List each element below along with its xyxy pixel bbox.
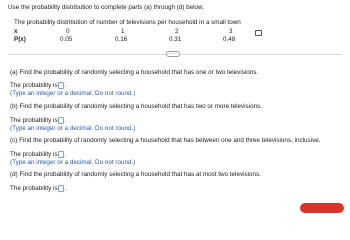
p-value-3: 0.48 [223,36,236,43]
part-c-question: (c) Find the probability of randomly selecting a household that has between one and three televisions, inclusive. [10,137,321,144]
part-b-hint: (Type an integer or a decimal. Do not round.) [10,125,136,132]
part-d-question: (d) Find the probability of randomly selecting a household that has at most two televisions. [10,171,261,178]
x-row-label: x [14,28,18,35]
action-button[interactable] [300,203,344,213]
p-value-1: 0.16 [115,36,128,43]
part-b-answer-input[interactable] [58,117,64,124]
p-value-0: 0.05 [60,36,73,43]
p-value-2: 0.31 [169,36,182,43]
part-c-period: . [65,151,67,158]
part-a-period: . [65,82,67,89]
part-d-answer-input[interactable] [58,185,64,192]
x-value-3: 3 [229,28,233,35]
part-b-answer-prompt: The probability is [10,117,58,124]
part-d-answer-prompt: The probability is [10,185,58,192]
x-value-0: 0 [66,28,70,35]
table-title: The probability distribution of number of televisions per household in a small town [14,19,241,26]
part-a-answer-input[interactable] [58,82,64,89]
copy-icon[interactable] [255,30,262,36]
x-value-1: 1 [121,28,125,35]
part-d-period: . [65,185,67,192]
part-c-answer-input[interactable] [58,151,64,158]
p-row-label: P(x) [14,36,26,43]
expand-button[interactable]: ····· [166,51,180,57]
part-a-question: (a) Find the probability of randomly selecting a household that has one or two televisions. [10,69,259,76]
part-b-period: . [65,117,67,124]
part-b-question: (b) Find the probability of randomly selecting a household that has two or more televisions. [10,103,263,110]
part-c-hint: (Type an integer or a decimal. Do not round.) [10,159,136,166]
part-a-answer-prompt: The probability is [10,82,58,89]
instructions: Use the probability distribution to complete parts (a) through (d) below. [8,4,205,11]
x-value-2: 2 [175,28,179,35]
part-c-answer-prompt: The probability is [10,151,58,158]
part-a-hint: (Type an integer or a decimal. Do not round.) [10,90,136,97]
